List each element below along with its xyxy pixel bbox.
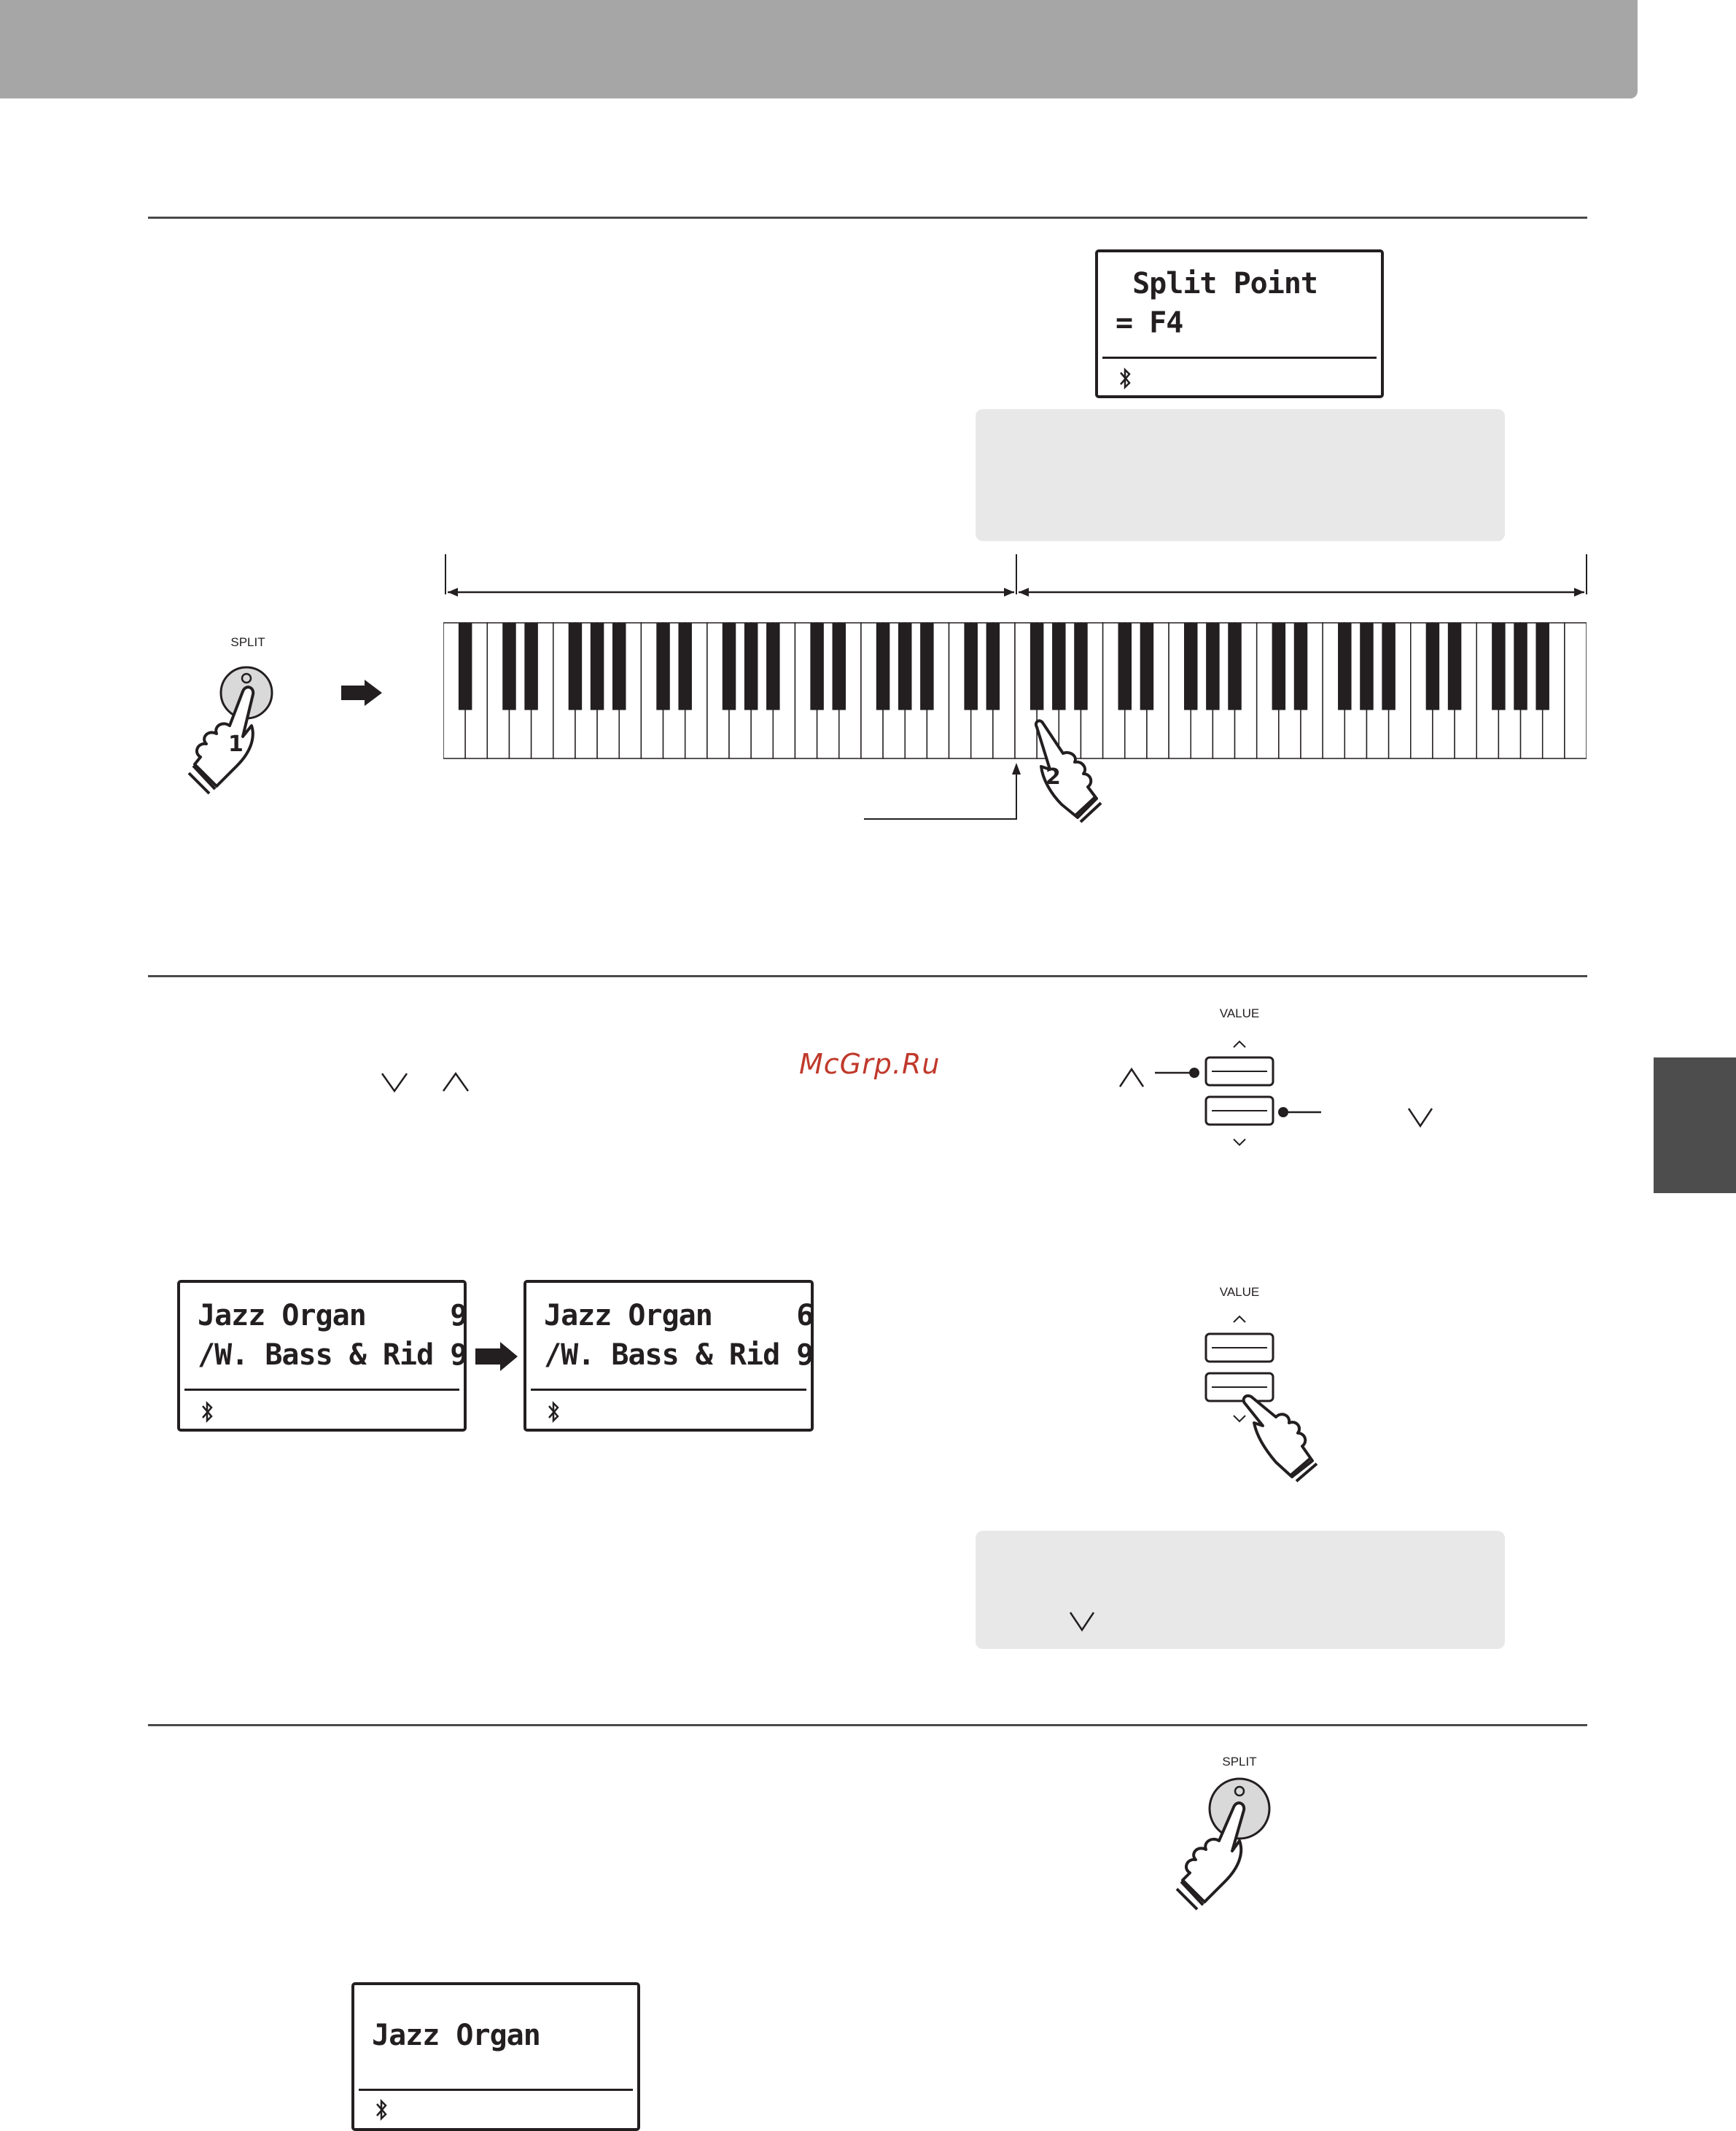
black-key[interactable]	[569, 623, 581, 710]
chapter-side-tab	[1654, 1057, 1736, 1193]
chevron-up-icon	[440, 1071, 471, 1094]
keyboard-range-bracket	[437, 551, 1597, 602]
split-point-leader	[860, 758, 1028, 831]
white-key[interactable]	[1565, 623, 1587, 758]
lcd-line-2: = F4	[1116, 306, 1183, 340]
black-key[interactable]	[1536, 623, 1549, 710]
value-buttons-diagram	[1116, 1030, 1458, 1154]
section-divider-2	[148, 975, 1587, 977]
hand-press-icon	[1244, 1396, 1317, 1481]
lcd-line-1: Split Point	[1116, 267, 1317, 300]
bluetooth-icon	[544, 1400, 563, 1424]
value-label-2: VALUE	[1219, 1285, 1260, 1299]
black-key[interactable]	[1448, 623, 1460, 710]
split-button-label: SPLIT	[230, 635, 265, 649]
black-key[interactable]	[503, 623, 515, 710]
piano-keyboard[interactable]	[443, 622, 1587, 761]
black-key[interactable]	[767, 623, 779, 710]
black-key[interactable]	[921, 623, 933, 710]
chevron-down-icon	[1409, 1109, 1432, 1126]
black-key[interactable]	[1514, 623, 1527, 710]
lcd-after-line-2: /W. Bass & Rid 9	[544, 1338, 814, 1372]
black-key[interactable]	[1118, 623, 1131, 710]
lcd-after-line-1: Jazz Organ 6	[544, 1299, 814, 1332]
note-box-2	[976, 1531, 1505, 1649]
section-divider-1	[148, 217, 1587, 219]
lcd-separator	[1102, 357, 1377, 359]
split-button-label-2: SPLIT	[1222, 1755, 1257, 1769]
black-key[interactable]	[1426, 623, 1439, 710]
bluetooth-icon	[372, 2097, 391, 2122]
black-key[interactable]	[1030, 623, 1043, 710]
lcd-before	[177, 1280, 467, 1432]
lcd-separator	[531, 1389, 806, 1391]
lcd-split-point	[1095, 249, 1384, 398]
bluetooth-icon	[198, 1400, 217, 1424]
section-divider-3	[148, 1724, 1587, 1726]
value-down-press-diagram[interactable]	[1196, 1309, 1327, 1484]
black-key[interactable]	[1053, 623, 1065, 710]
hand-press-icon	[189, 687, 253, 793]
black-key[interactable]	[525, 623, 537, 710]
black-key[interactable]	[898, 623, 911, 710]
black-key[interactable]	[723, 623, 735, 710]
black-key[interactable]	[1272, 623, 1285, 710]
black-key[interactable]	[1382, 623, 1395, 710]
black-key[interactable]	[1361, 623, 1373, 710]
black-key[interactable]	[679, 623, 691, 710]
black-key[interactable]	[1140, 623, 1153, 710]
bluetooth-icon	[1116, 366, 1134, 391]
black-key[interactable]	[744, 623, 757, 710]
lcd-jazz-organ	[351, 1982, 640, 2131]
hand-press-key-step2	[1021, 718, 1108, 828]
black-key[interactable]	[1207, 623, 1219, 710]
lcd-before-line-1: Jazz Organ 9	[198, 1299, 467, 1332]
lcd-line-1: Jazz Organ	[372, 2019, 540, 2052]
chevron-up-icon	[1120, 1069, 1143, 1087]
watermark-text: McGrp.Ru	[799, 1048, 941, 1080]
value-label: VALUE	[1219, 1006, 1260, 1020]
black-key[interactable]	[1492, 623, 1505, 710]
black-key[interactable]	[657, 623, 669, 710]
black-key[interactable]	[1075, 623, 1087, 710]
black-key[interactable]	[965, 623, 977, 710]
black-key[interactable]	[1294, 623, 1307, 710]
chevron-down-icon	[1067, 1610, 1097, 1633]
black-key[interactable]	[833, 623, 845, 710]
lcd-after	[523, 1280, 814, 1432]
arrow-right-icon	[340, 678, 384, 707]
black-key[interactable]	[591, 623, 603, 710]
step-number-1: 1	[228, 731, 244, 757]
black-key[interactable]	[612, 623, 625, 710]
lcd-before-line-2: /W. Bass & Rid 9	[198, 1338, 467, 1372]
split-button-press-step1[interactable]	[179, 656, 295, 802]
lcd-separator	[359, 2089, 633, 2091]
arrow-right-icon	[474, 1340, 519, 1373]
black-key[interactable]	[986, 623, 999, 710]
split-button-press-diagram[interactable]	[1167, 1774, 1283, 1912]
black-key[interactable]	[1184, 623, 1196, 710]
black-key[interactable]	[811, 623, 823, 710]
black-key[interactable]	[876, 623, 889, 710]
note-box-1	[976, 409, 1505, 541]
step-number-2: 2	[1046, 764, 1061, 790]
chevron-down-icon	[379, 1071, 410, 1094]
black-key[interactable]	[1339, 623, 1351, 710]
page-header-bar	[0, 0, 1638, 98]
black-key[interactable]	[1229, 623, 1241, 710]
lcd-separator	[184, 1389, 459, 1391]
black-key[interactable]	[459, 623, 471, 710]
